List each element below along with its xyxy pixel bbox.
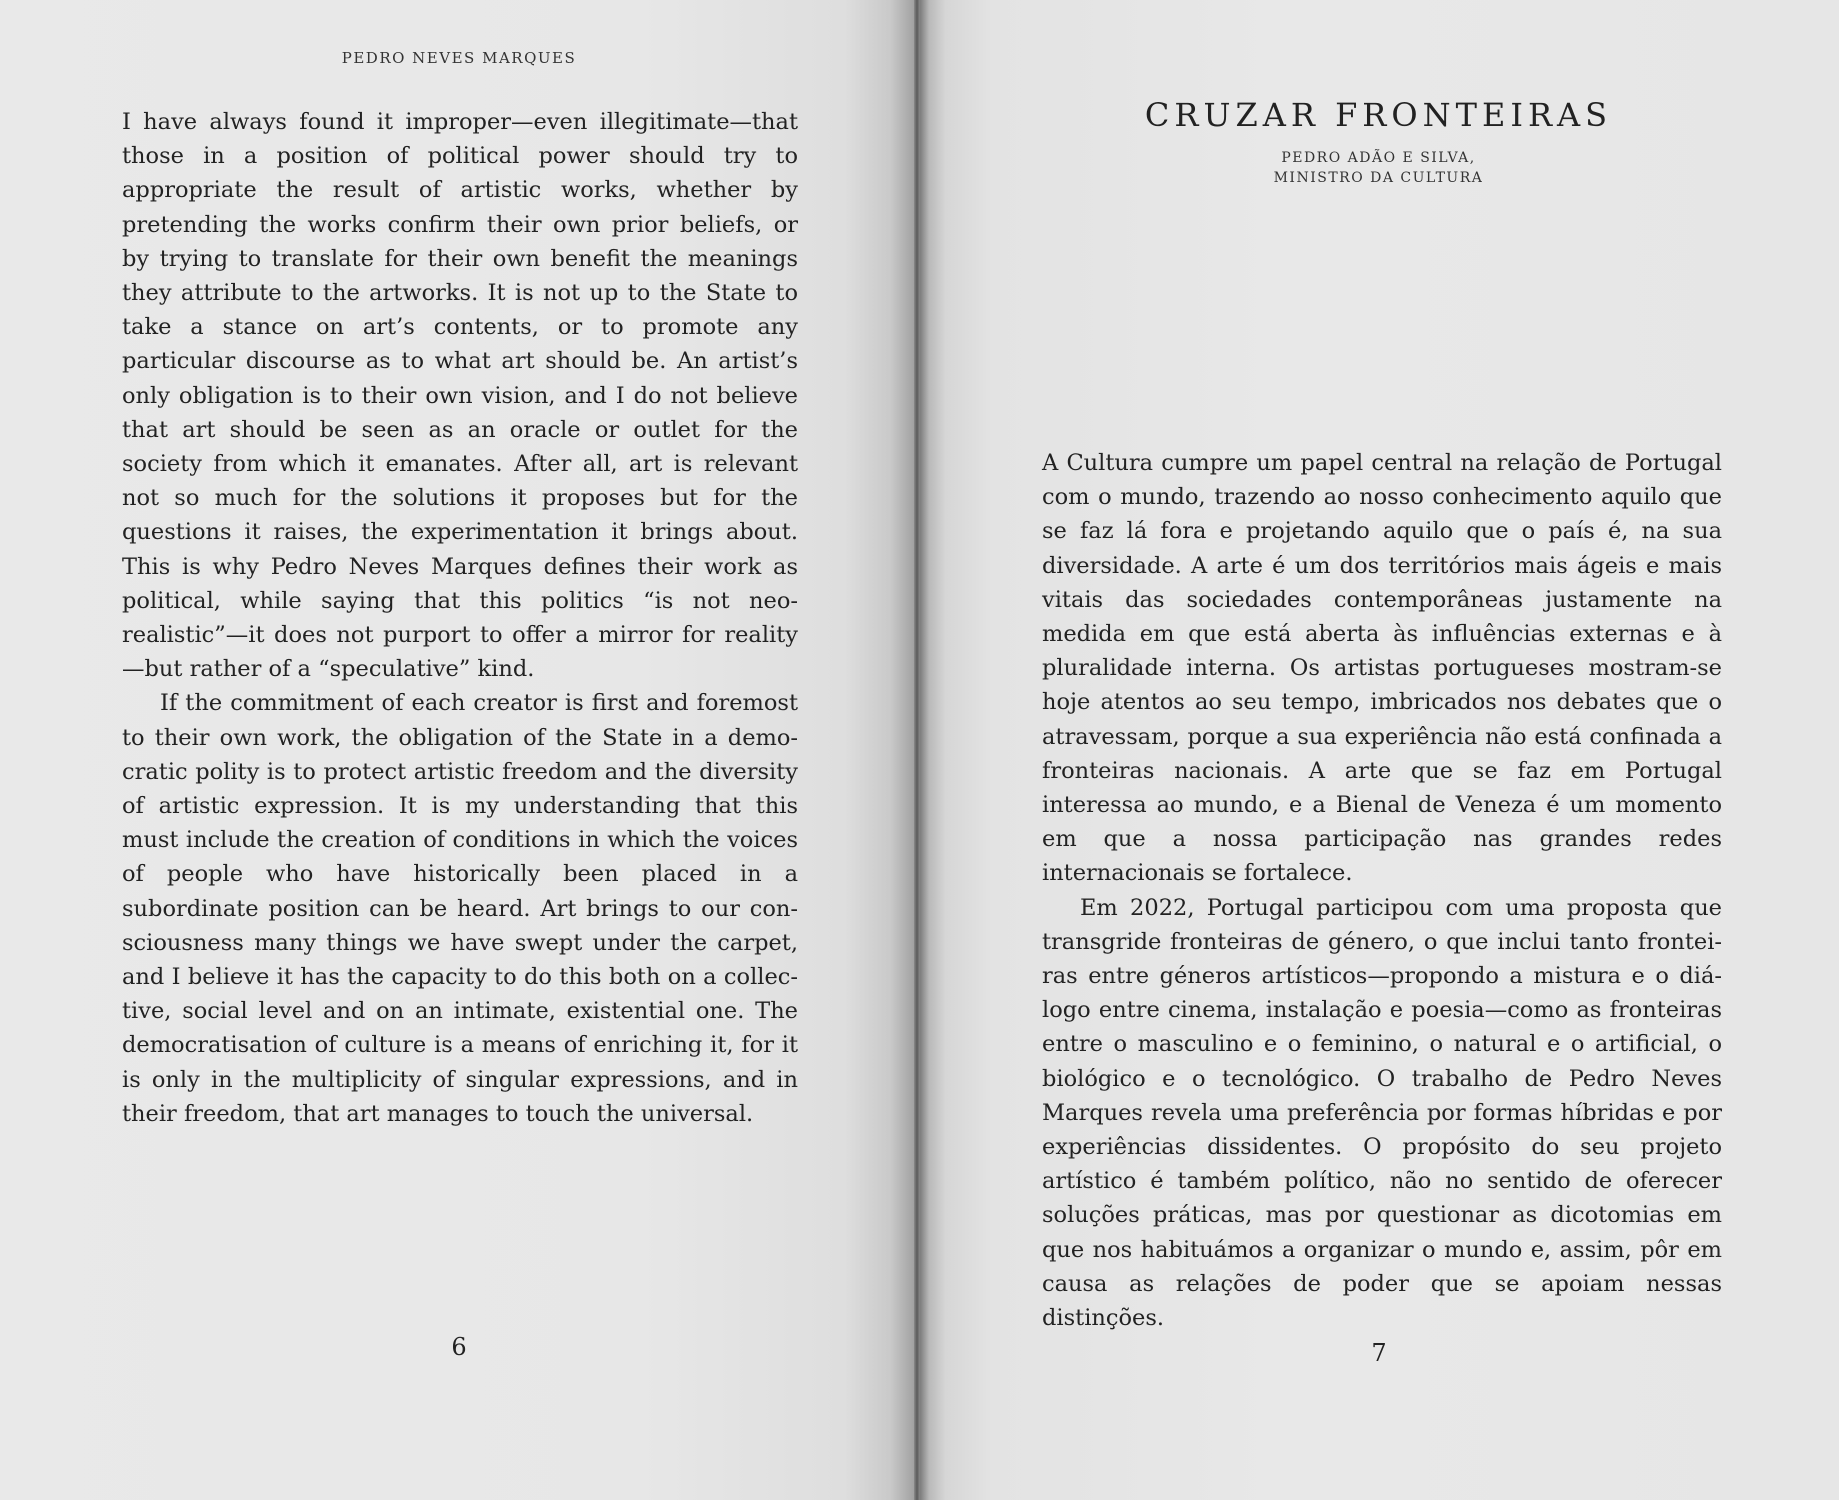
paragraph: If the commitment of each creator is first and foremost to their own work, the obligation of the State in a democratic polity is to protect artistic freedom and the diversity of artistic expression. It is my understanding that this must include the creation of conditions in which the voices of people who have historically been placed in a subordinate position can be heard. Art brings to our consciousness many things we have swept under the carpet, and I believe it has the capacity to do this both on a collective, social level and on an intimate, existential one. The democratisation of culture is a means of enriching it, for it is only in the multiplicity of singular expressions, and in their freedom, that art manages to touch the universal. xyxy=(122,690,798,1127)
paragraph: I have always found it improper—even illegitimate—that those in a position of political power should try to appropriate the result of artistic works, whether by pretending the works confirm their own prior beliefs, or by trying to translate for their own benefit the meanings they attribute to the artworks. It is not up to the State to take a stance on art’s contents, or to promote any particular discourse as to what art should be. An artist’s only obligation is to their own vision, and I do not believe that art should be seen as an oracle or outlet for the society from which it emanates. After all, art is relevant not so much for the solutions it proposes but for the questions it raises, the experimentation it brings about. This is why Pedro Neves Marques defines their work as political, while saying that this politics “is not neo-realistic”—it does not purport to offer a mirror for reality—but rather of a “speculative” kind. xyxy=(122,109,798,683)
running-head: PEDRO NEVES MARQUES xyxy=(341,49,577,67)
byline-name: PEDRO ADÃO E SILVA, xyxy=(1281,150,1476,166)
page-number: 6 xyxy=(451,1333,467,1361)
page-number: 7 xyxy=(1371,1339,1387,1367)
byline-role: MINISTRO DA CULTURA xyxy=(1273,170,1484,186)
left-page xyxy=(0,0,918,1500)
chapter-title: CRUZAR FRONTEIRAS xyxy=(1144,96,1613,134)
paragraph: A Cultura cumpre um papel central na relação de Portugal com o mundo, trazendo ao nosso conhecimento aquilo que se faz lá fora e projetando aquilo que o país é, na sua diversidade. A arte é um dos territórios mais ágeis e mais vitais das sociedades contemporâneas justamente na medida em que está aberta às influências externas e à pluralidade interna. Os artistas portugueses mostram-se hoje atentos ao seu tempo, imbricados nos debates que o atravessam, porque a sua experiência não está confinada a fronteiras nacionais. A arte que se faz em Portugal interessa ao mundo, e a Bienal de Veneza é um momento em que a nossa participação nas grandes redes internacionais se fortalece. xyxy=(1042,450,1722,887)
paragraph: Em 2022, Portugal participou com uma proposta que transgride fronteiras de género, o que inclui tanto fronteiras entre géneros artísticos—propondo a mistura e o diálogo entre cinema, instalação e poesia—como as fronteiras entre o masculino e o feminino, o natural e o artificial, o biológico e o tecnológico. O trabalho de Pedro Neves Marques revela uma preferência por formas híbridas e por experiências dissidentes. O propósito do seu projeto artístico é também político, não no sentido de oferecer soluções práticas, mas por questionar as dicotomias em que nos habituámos a organizar o mundo e, assim, pôr em causa as relações de poder que se apoiam nessas distinções. xyxy=(1042,894,1722,1332)
book-spine xyxy=(914,0,920,1500)
right-page xyxy=(918,0,1839,1500)
left-body-text xyxy=(122,105,798,1131)
byline xyxy=(918,148,1839,188)
right-body-text xyxy=(1042,446,1722,1335)
